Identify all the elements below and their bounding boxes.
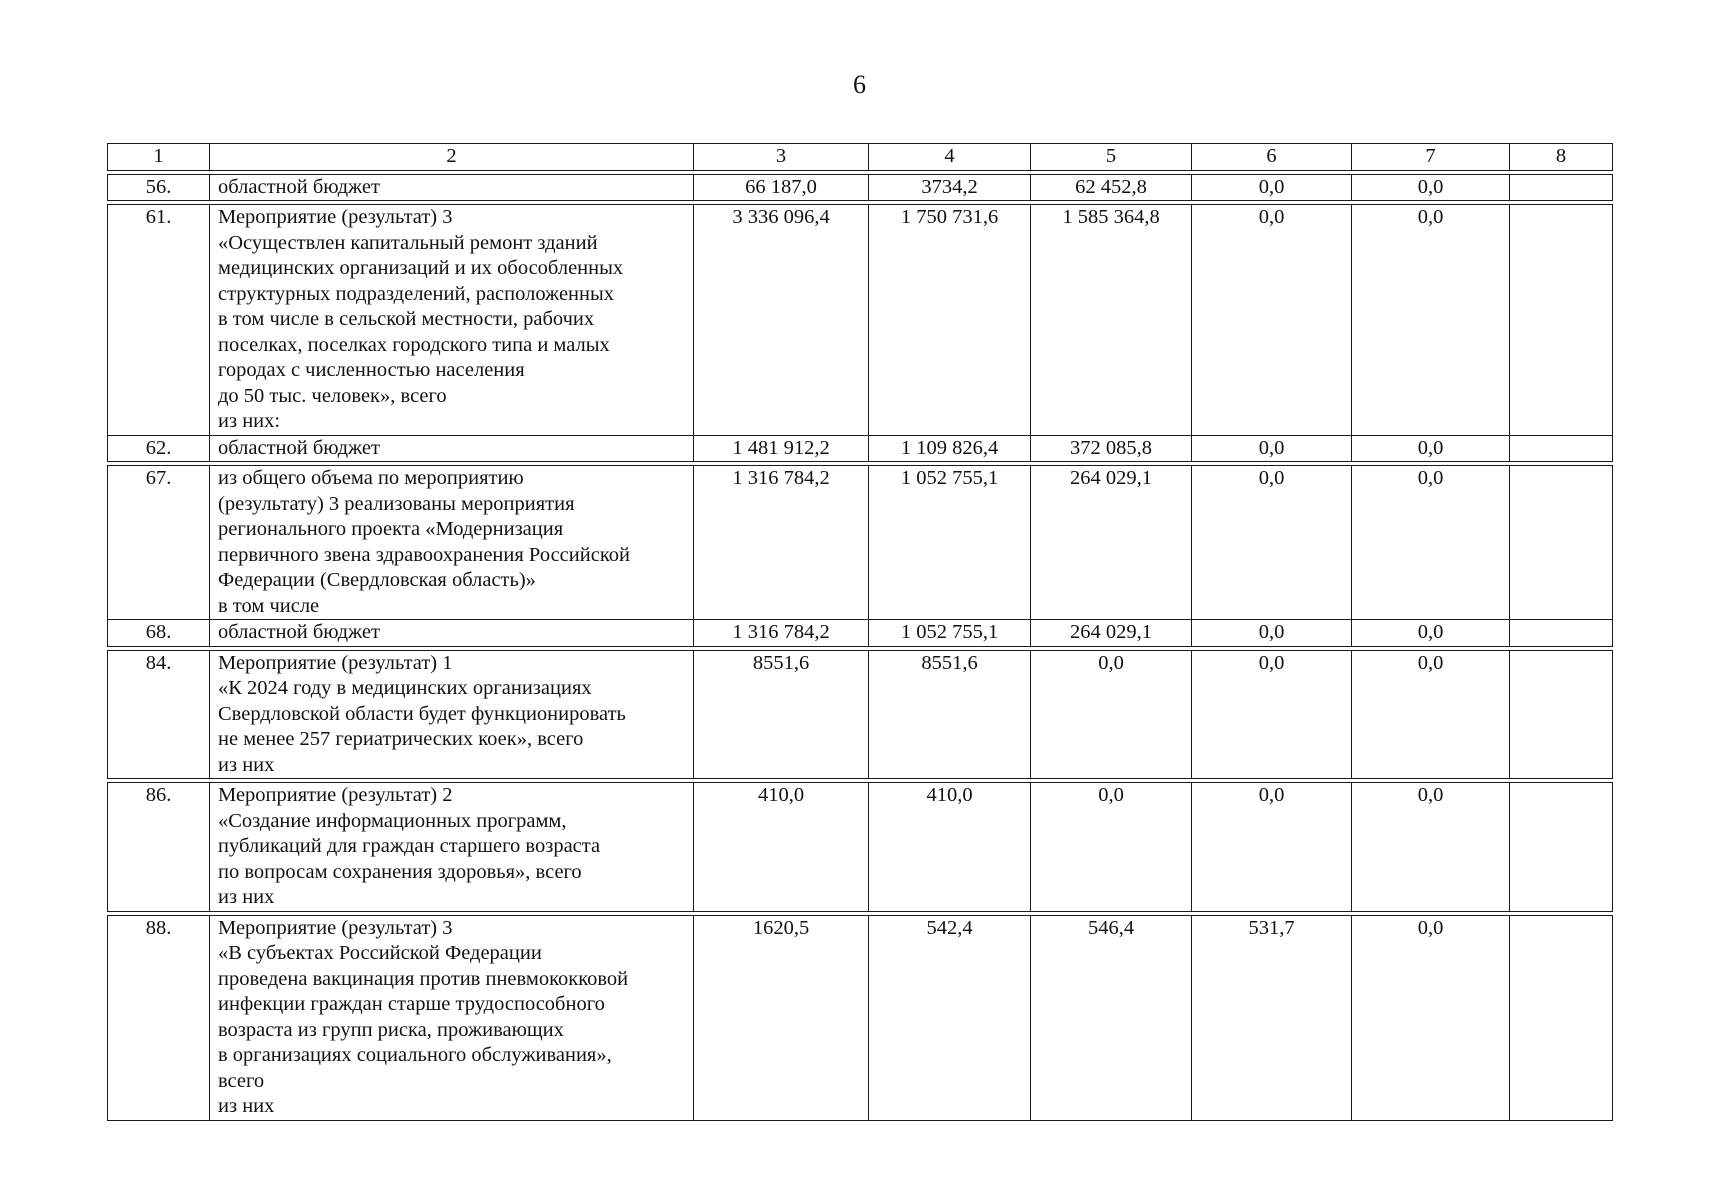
description-line: Мероприятие (результат) 3 [218, 206, 453, 228]
description-line: в том числе в сельской местности, рабочих [218, 308, 595, 330]
row-group-2 [107, 204, 1613, 462]
description-line: до 50 тыс. человек», всего [218, 384, 447, 407]
description-line: «Создание информационных программ, [218, 809, 567, 832]
description-line: первичного звена здравоохранения Российской [218, 543, 630, 566]
value-col-6: 0,0 [1192, 174, 1352, 201]
value-col-4: 1 750 731,6 [869, 205, 1031, 436]
row-description [210, 205, 694, 436]
row-number: 56. [108, 174, 210, 201]
description-line: медицинских организаций и их обособленных [218, 257, 624, 279]
value-col-8 [1510, 466, 1613, 620]
value-col-4: 8551,6 [869, 650, 1031, 779]
value-col-5: 546,4 [1031, 915, 1192, 1120]
value-col-4: 1 109 826,4 [869, 435, 1031, 462]
value-col-3: 8551,6 [694, 650, 869, 779]
value-col-6: 0,0 [1192, 466, 1352, 620]
table-row [108, 174, 1613, 201]
column-number-header [107, 143, 1613, 171]
value-col-7: 0,0 [1352, 650, 1510, 779]
value-col-5: 0,0 [1031, 783, 1192, 912]
value-col-6: 531,7 [1192, 915, 1352, 1120]
value-col-3: 1 316 784,2 [694, 466, 869, 620]
value-col-8 [1510, 650, 1613, 779]
value-col-5: 62 452,8 [1031, 174, 1192, 201]
value-col-6: 0,0 [1192, 620, 1352, 647]
column-number-2: 2 [210, 144, 694, 171]
value-col-4: 1 052 755,1 [869, 466, 1031, 620]
value-col-3: 1620,5 [694, 915, 869, 1120]
value-col-6: 0,0 [1192, 783, 1352, 912]
description-line: «Осуществлен капитальный ремонт зданий [218, 231, 598, 254]
description-line: областной бюджет [218, 436, 380, 459]
value-col-6: 0,0 [1192, 650, 1352, 779]
table-row [108, 466, 1613, 620]
description-line: в организациях социального обслуживания», [218, 1044, 612, 1066]
description-line: Мероприятие (результат) 1 [218, 651, 453, 674]
description-line: инфекции граждан старше трудоспособного [218, 993, 605, 1015]
description-line: в том числе [218, 594, 320, 617]
column-number-1: 1 [108, 144, 210, 171]
row-description [210, 174, 694, 201]
description-line: областной бюджет [218, 175, 380, 198]
description-line: Свердловской области будет функционировать [218, 702, 626, 725]
description-line: областной бюджет [218, 621, 380, 643]
value-col-5: 264 029,1 [1031, 466, 1192, 620]
row-description [210, 435, 694, 462]
value-col-7: 0,0 [1352, 915, 1510, 1120]
row-description [210, 466, 694, 620]
description-line: Федерации (Свердловская область)» [218, 569, 536, 591]
value-col-8 [1510, 620, 1613, 647]
description-line: Мероприятие (результат) 3 [218, 916, 453, 939]
value-col-8 [1510, 174, 1613, 201]
description-line: структурных подразделений, расположенных [218, 282, 615, 305]
value-col-5: 1 585 364,8 [1031, 205, 1192, 436]
column-number-4: 4 [869, 144, 1031, 171]
column-number-3: 3 [694, 144, 869, 171]
table-row [108, 650, 1613, 779]
description-line: «К 2024 году в медицинских организациях [218, 677, 592, 699]
description-line: публикаций для граждан старшего возраста [218, 835, 601, 857]
value-col-8 [1510, 915, 1613, 1120]
table-row [108, 205, 1613, 436]
row-group-3 [107, 465, 1613, 647]
value-col-8 [1510, 435, 1613, 462]
value-col-8 [1510, 205, 1613, 436]
value-col-7: 0,0 [1352, 466, 1510, 620]
value-col-3: 410,0 [694, 783, 869, 912]
row-description [210, 783, 694, 912]
value-col-3: 1 316 784,2 [694, 620, 869, 647]
column-number-8: 8 [1510, 144, 1613, 171]
value-col-7: 0,0 [1352, 205, 1510, 436]
value-col-7: 0,0 [1352, 620, 1510, 647]
row-description [210, 915, 694, 1120]
description-line: Мероприятие (результат) 2 [218, 784, 453, 806]
description-line: «В субъектах Российской Федерации [218, 942, 542, 964]
description-line: из них [218, 753, 275, 776]
description-line: из них [218, 886, 275, 908]
column-number-5: 5 [1031, 144, 1192, 171]
value-col-8 [1510, 783, 1613, 912]
row-number: 61. [108, 205, 210, 436]
description-line: регионального проекта «Модернизация [218, 518, 564, 540]
row-group-6 [107, 915, 1613, 1121]
description-line: всего [218, 1069, 265, 1092]
header-row [108, 144, 1613, 171]
row-group-5 [107, 782, 1613, 912]
value-col-3: 66 187,0 [694, 174, 869, 201]
description-line: из них [218, 1095, 275, 1117]
description-line: поселках, поселках городского типа и малых [218, 333, 610, 356]
table-row [108, 915, 1613, 1120]
description-line: из общего объема по мероприятию [218, 467, 524, 489]
table-row [108, 783, 1613, 912]
value-col-4: 542,4 [869, 915, 1031, 1120]
row-group-1 [107, 174, 1613, 202]
row-number: 67. [108, 466, 210, 620]
value-col-4: 410,0 [869, 783, 1031, 912]
value-col-4: 1 052 755,1 [869, 620, 1031, 647]
value-col-6: 0,0 [1192, 205, 1352, 436]
value-col-7: 0,0 [1352, 783, 1510, 912]
table-row [108, 435, 1613, 462]
row-number: 88. [108, 915, 210, 1120]
budget-table [107, 143, 1612, 1121]
value-col-4: 3734,2 [869, 174, 1031, 201]
row-description [210, 620, 694, 647]
value-col-7: 0,0 [1352, 174, 1510, 201]
table-row [108, 620, 1613, 647]
row-number: 84. [108, 650, 210, 779]
value-col-5: 0,0 [1031, 650, 1192, 779]
description-line: городах с численностью населения [218, 359, 525, 381]
description-line: (результату) 3 реализованы мероприятия [218, 492, 575, 515]
description-line: по вопросам сохранения здоровья», всего [218, 860, 582, 883]
value-col-7: 0,0 [1352, 435, 1510, 462]
value-col-3: 1 481 912,2 [694, 435, 869, 462]
value-col-5: 372 085,8 [1031, 435, 1192, 462]
description-line: возраста из групп риска, проживающих [218, 1018, 564, 1041]
page-number: 6 [853, 70, 866, 99]
description-line: из них: [218, 410, 281, 432]
row-number: 68. [108, 620, 210, 647]
row-description [210, 650, 694, 779]
value-col-5: 264 029,1 [1031, 620, 1192, 647]
row-number: 62. [108, 435, 210, 462]
column-number-6: 6 [1192, 144, 1352, 171]
row-group-4 [107, 650, 1613, 780]
value-col-3: 3 336 096,4 [694, 205, 869, 436]
column-number-7: 7 [1352, 144, 1510, 171]
row-number: 86. [108, 783, 210, 912]
description-line: проведена вакцинация против пневмококковой [218, 967, 629, 990]
description-line: не менее 257 гериатрических коек», всего [218, 728, 584, 750]
value-col-6: 0,0 [1192, 435, 1352, 462]
